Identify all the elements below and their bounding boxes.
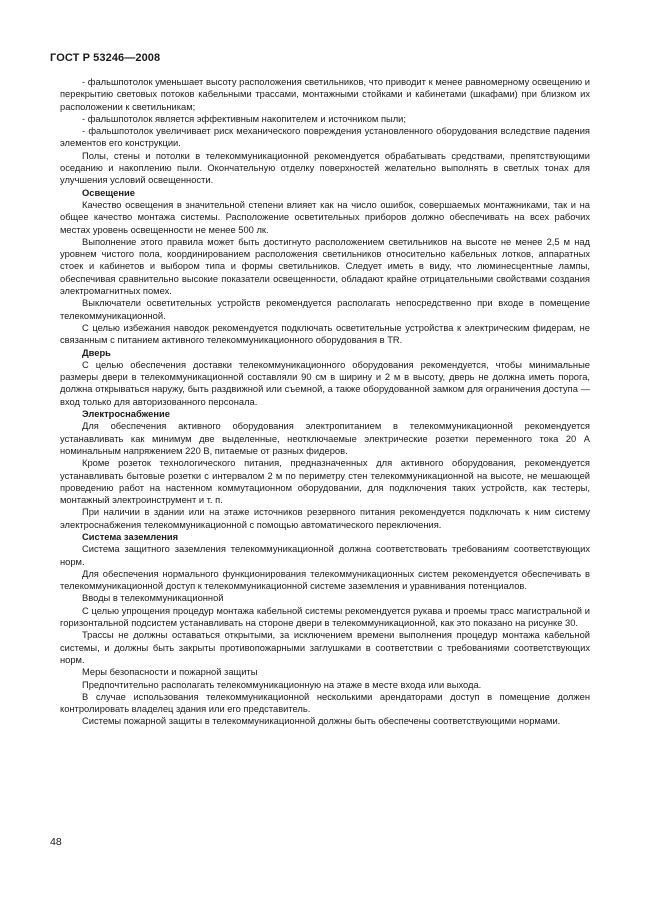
paragraph: С целью обеспечения доставки телекоммуникационного оборудования рекомендуется, чтобы минимальные размеры двери в телекоммуникационной составляли 90 см в ширину и 2 м в высоту, дверь не должна иметь порога, должна открываться наружу, быть раздвижной или съемной, а также оборудованной замком для ограничения доступа — вход только для авторизованного персонала. [60, 359, 590, 407]
paragraph: С целью упрощения процедур монтажа кабельной системы рекомендуется рукава и проемы трасс магистральной и горизонтальной подсистем устанавливать на стороне двери в телекоммуникационной, как это показано на рисунке 30. [60, 605, 590, 629]
paragraph: С целью избежания наводок рекомендуется подключать осветительные устройства к электрическим фидерам, не связанным с питанием активного телекоммуникационного оборудования в TR. [60, 322, 590, 346]
paragraph: Качество освещения в значительной степени влияет как на число ошибок, совершаемых монтажниками, так и на общее качество монтажа системы. Расположение осветительных приборов должно обеспечивать на всех рабочих местах уровень освещенности не менее 500 лк. [60, 199, 590, 235]
paragraph: - фальшпотолок уменьшает высоту расположения светильников, что приводит к менее равномерному освещению и перекрытию световых потоков кабельными трассами, монтажными стойками и кабинетами (шкафами) при близком их расположении к светильникам; [60, 77, 590, 112]
section-heading: Система заземления [82, 531, 179, 542]
page-number: 48 [50, 836, 62, 848]
section-heading: Дверь [82, 347, 111, 358]
paragraph: В случае использования телекоммуникационной несколькими арендаторами доступ в помещение должен контролировать владелец здания или его представитель. [60, 691, 590, 715]
paragraph: - фальшпотолок является эффективным накопителем и источником пыли; [82, 113, 406, 124]
paragraph: Система защитного заземления телекоммуникационной должна соответствовать требованиям соответствующих норм. [60, 544, 590, 567]
section-heading: Электроснабжение [82, 409, 170, 420]
paragraph: Полы, стены и потолки в телекоммуникационной рекомендуется обрабатывать средствами, препятствующими оседанию и накоплению пыли. Окончательную отделку поверхностей желательно выполнять в светлых тонах для улучшения условий освещенности. [60, 150, 590, 186]
paragraph: Для обеспечения нормального функционирования телекоммуникационных систем рекомендуется обеспечивать в телекоммуникационной доступ к телекоммуникационной системе заземления и уравнивания потенциалов. [60, 568, 590, 592]
paragraph: Системы пожарной защиты в телекоммуникационной должны быть обеспечены соответствующими нормами. [82, 716, 561, 727]
document-body [60, 76, 590, 728]
paragraph: Кроме розеток технологического питания, предназначенных для активного оборудования, рекомендуется устанавливать бытовые розетки с интервалом 2 м по периметру стен телекоммуникационной на высоте, не мешающей проведению работ на настенном коммутационном оборудовании, для подключения таких устройств, как тестеры, монтажный электроинструмент и т. п. [60, 458, 590, 506]
paragraph: - фальшпотолок увеличивает риск механического повреждения установленного оборудования вследствие падения элементов его конструкции. [60, 126, 590, 149]
paragraph: Для обеспечения активного оборудования электропитанием в телекоммуникационной рекомендуется устанавливать как минимум две выделенные, неотключаемые электрические розетки переменного тока 20 А номинальным напряжением 220 В, питаемые от разных фидеров. [60, 421, 590, 456]
paragraph: При наличии в здании или на этаже источников резервного питания рекомендуется подключать к ним систему электроснабжения телекоммуникационной с помощью автоматического переключения. [60, 507, 590, 530]
section-heading: Освещение [82, 187, 135, 198]
section-subtitle: Вводы в телекоммуникационной [82, 593, 224, 604]
page-header-title: ГОСТ Р 53246—2008 [50, 52, 161, 64]
paragraph: Выполнение этого правила может быть достигнуто расположением светильников на высоте не менее 2,5 м над уровнем чистого пола, координированием расположения светильников относительно кабельных лотков, аппаратных стоек и кабинетов и выбором типа и формы светильников. Следует иметь в виду, что люминесцентные лампы, обеспечивая сравнительно высокие показатели освещенности, обладают крайне отрицательными свойствами создания электромагнитных помех. [60, 236, 590, 297]
section-subtitle: Меры безопасности и пожарной защиты [82, 667, 258, 678]
paragraph: Трассы не должны оставаться открытыми, за исключением времени выполнения процедур монтажа кабельной системы, и должны быть закрыты противопожарными заглушками в соответствии с требованиями соответствующих норм. [60, 630, 590, 665]
paragraph: Выключатели осветительных устройств рекомендуется располагать непосредственно при входе в помещение телекоммуникационной. [60, 298, 590, 321]
paragraph: Предпочтительно располагать телекоммуникационную на этаже в месте входа или выхода. [82, 679, 482, 690]
